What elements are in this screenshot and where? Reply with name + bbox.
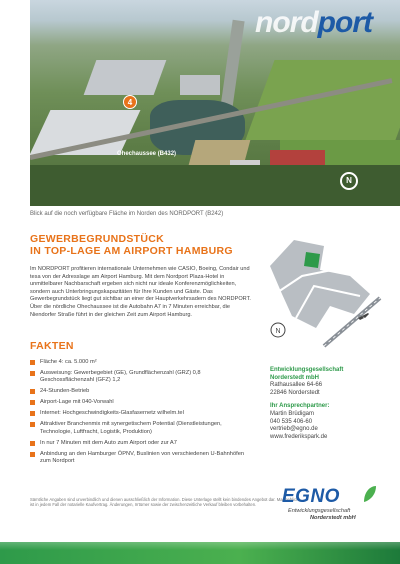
photo-field [245, 60, 400, 140]
title-line-1: GEWERBEGRUNDSTÜCK [30, 233, 165, 245]
contact-street: Rathausallee 64-66 [270, 382, 323, 389]
egno-logo [282, 486, 382, 526]
north-arrow-icon: N [340, 172, 358, 190]
map-plot-4 [304, 252, 320, 268]
leaf-icon [362, 484, 378, 504]
intro-paragraph: Im NORDPORT profitieren internationale Unternehmen wie CASIO, Boeing, Condair und tesa von der Adresslage am Airport Hamburg. Mit dem Nordport Plaza-Hotel in unmittelbarer Nachbarschaft ergeben sich nicht nur ideale Konferenzmöglichkeiten, sondern auch Unterbringungskapazitäten für Ihre Kunden und Gäste. Das Gewerbegrundstück liegt gut sichtbar an einer der Hauptverkehrsadern des NORDPORT. Über die nördliche Ohechaussee ist die Autobahn A7 in 7 Minuten erreichbar, die Niendorfer Straße führt in der gleichen Zeit zum Airport Hamburg. [30, 266, 251, 318]
fact-text: In nur 7 Minuten mit dem Auto zum Airport oder zur A7 [40, 439, 177, 446]
map-north-label: N [275, 328, 281, 335]
bullet-icon [30, 441, 35, 446]
nordport-logo [255, 6, 372, 40]
photo-caption: Blick auf die noch verfügbare Fläche im Norden des NORDPORT (B242) [30, 211, 224, 217]
list-item [30, 440, 255, 447]
fact-text: Fläche 4: ca. 5.000 m² [40, 359, 97, 365]
plot-marker: 4 [123, 95, 137, 109]
list-item [30, 451, 255, 466]
list-item [30, 410, 255, 417]
map-area [270, 240, 370, 328]
egno-wordmark: EGNO [282, 486, 340, 507]
fact-text: Anbindung an den Hamburger ÖPNV, Buslinien von verschiedenen U-Bahnhöfen zum Nordport [40, 450, 245, 465]
title-line-2: IN TOP-LAGE AM AIRPORT HAMBURG [30, 245, 233, 257]
fact-text: 24-Stunden-Betrieb [40, 388, 90, 395]
photo-building [84, 60, 167, 95]
contact-phone[interactable]: 040 535 406-60 [270, 418, 313, 425]
facts-list [30, 359, 255, 469]
photo-building [180, 75, 220, 95]
fact-text: Internet: Hochgeschwindigkeits-Glasfasernetz wilhelm.tel [40, 410, 184, 417]
contact-email-link[interactable]: vertrieb@egno.de [270, 426, 318, 433]
list-item [30, 421, 255, 436]
contact-org-line-2: Norderstedt mbH [270, 374, 320, 381]
site-map [262, 236, 382, 354]
footer-band [0, 542, 400, 564]
bullet-icon [30, 400, 35, 405]
bullet-icon [30, 371, 35, 376]
logo-port-text: port [317, 6, 372, 39]
contact-name: Martin Brüdigam [270, 410, 315, 417]
egno-sub-line-2: Norderstedt mbH [310, 514, 356, 521]
fact-text: Attraktiver Branchenmix mit synergetischem Potential (Dienstleistungen, Technologie, Luftfracht, Logistik, Produktion) [40, 421, 222, 435]
contact-city: 22846 Norderstedt [270, 389, 320, 396]
contact-org-line-1: Entwicklungsgesellschaft [270, 367, 344, 373]
bullet-icon [30, 411, 35, 416]
road-label: Ohechaussee (B432) [117, 151, 177, 157]
disclaimer: Sämtliche Angaben sind unverbindlich und dienen ausschließlich der Information. Diese Unterlage stellt kein bindendes Angebot dar. Maßgeblich ist in jedem Fall der notarielle Kaufvertrag. Änderungen, Irrtümer sowie der zwischenzeitliche Verkauf bleiben vorbehalten. [30, 497, 299, 508]
list-item [30, 388, 255, 395]
fact-text: Airport-Lage mit 040-Vorwahl [40, 399, 114, 406]
contact-block [270, 367, 395, 441]
fact-text: Ausweisung: Gewerbegebiet (GE), Grundflächenzahl (GRZ) 0,8 Geschossflächenzahl (GFZ) 1,2 [40, 370, 201, 384]
logo-nord-text: nord [255, 6, 318, 39]
bullet-icon [30, 452, 35, 457]
list-item [30, 359, 255, 366]
list-item [30, 370, 255, 385]
contact-person-title: Ihr Ansprechpartner: [270, 403, 330, 410]
bullet-icon [30, 422, 35, 427]
bullet-icon [30, 360, 35, 365]
list-item [30, 399, 255, 406]
egno-sub-line-1: Entwicklungsgesellschaft [288, 508, 351, 514]
bullet-icon [30, 389, 35, 394]
page-title [30, 233, 250, 257]
facts-title: FAKTEN [30, 340, 74, 352]
contact-web-link[interactable]: www.frederikspark.de [270, 433, 328, 440]
